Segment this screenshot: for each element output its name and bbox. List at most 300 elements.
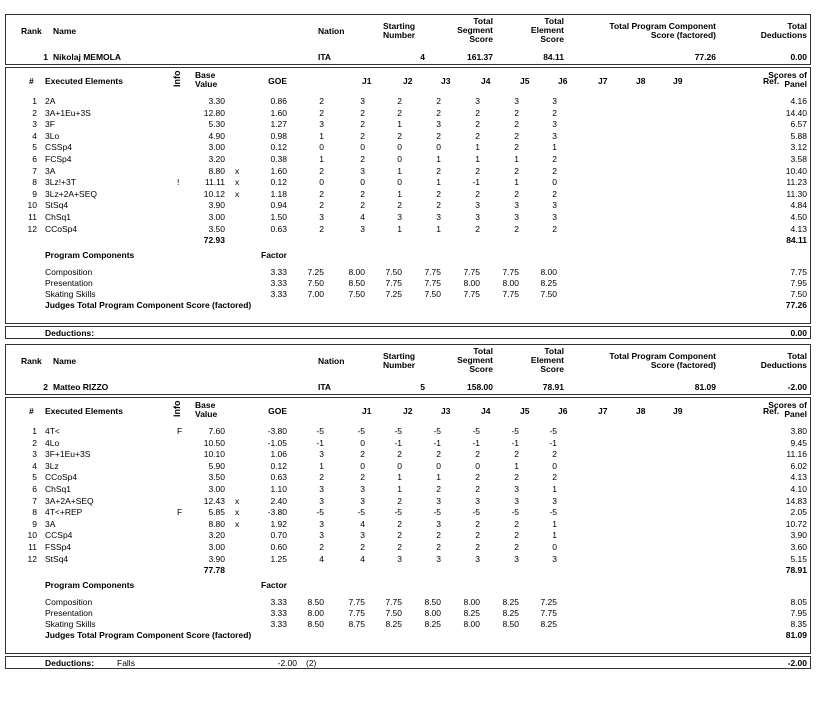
judge-score: 3 <box>360 224 365 234</box>
judge-score: 1 <box>319 131 324 141</box>
component-judge-score: 8.25 <box>463 608 480 618</box>
judge-score: 1 <box>552 484 557 494</box>
deductions-label: Deductions <box>760 30 807 40</box>
component-judge-score: 7.75 <box>348 597 365 607</box>
judge-score: 1 <box>436 224 441 234</box>
judge-score: 2 <box>514 119 519 129</box>
judge-score: 3 <box>475 200 480 210</box>
element-info: ! <box>177 177 180 187</box>
element-goe: 0.12 <box>270 142 287 152</box>
judge-header-6: J6 <box>558 76 568 86</box>
judge-score: 0 <box>397 461 402 471</box>
total-element-score: 84.11 <box>543 52 564 62</box>
judge-score: 1 <box>436 472 441 482</box>
judge-score: 2 <box>360 472 365 482</box>
element-panel-score: 11.30 <box>786 189 807 199</box>
judge-score: 3 <box>475 96 480 106</box>
judge-score: 2 <box>319 200 324 210</box>
element-panel-score: 4.10 <box>790 484 807 494</box>
judge-score: 2 <box>360 119 365 129</box>
name-label: Name <box>53 356 77 366</box>
goe-header: GOE <box>268 406 287 416</box>
base-value-header: Value <box>195 79 218 89</box>
judge-score: 0 <box>360 142 365 152</box>
judge-score: 3 <box>552 96 557 106</box>
element-name: 3A <box>45 519 56 529</box>
judge-score: 2 <box>552 166 557 176</box>
component-judge-score: 8.25 <box>540 278 557 288</box>
total-pcs: 81.09 <box>694 382 716 392</box>
element-base-value: 10.10 <box>203 449 225 459</box>
judge-score: 3 <box>475 212 480 222</box>
element-number: 2 <box>32 438 37 448</box>
component-panel-score: 7.75 <box>790 267 807 277</box>
judge-score: 3 <box>360 166 365 176</box>
executed-elements-header: Executed Elements <box>45 406 123 416</box>
judge-score: -5 <box>357 507 365 517</box>
element-goe: -3.80 <box>267 507 287 517</box>
component-judge-score: 8.50 <box>348 278 365 288</box>
element-number: 11 <box>28 542 37 552</box>
judge-score: 2 <box>475 166 480 176</box>
judge-score: 3 <box>360 484 365 494</box>
judge-score: -5 <box>357 426 365 436</box>
element-name: CCSp4 <box>45 530 73 540</box>
judge-score: 0 <box>360 461 365 471</box>
skater-nation: ITA <box>318 382 332 392</box>
element-number: 1 <box>32 426 37 436</box>
component-judge-score: 8.50 <box>307 619 324 629</box>
judge-score: 0 <box>397 154 402 164</box>
element-base-value: 3.00 <box>208 142 225 152</box>
judge-score: 3 <box>514 200 519 210</box>
deduction-total: -2.00 <box>787 658 807 668</box>
judge-score: 0 <box>360 438 365 448</box>
judge-score: 1 <box>552 530 557 540</box>
element-name: 3Lo <box>45 131 60 141</box>
program-components-header: Program Components <box>45 580 135 590</box>
judge-header-2: J2 <box>403 76 413 86</box>
element-panel-score: 4.84 <box>790 200 807 210</box>
element-panel-score: 3.12 <box>790 142 807 152</box>
element-goe: 0.94 <box>270 200 287 210</box>
element-number: 12 <box>27 554 37 564</box>
element-number: 7 <box>32 166 37 176</box>
elements-box <box>5 397 811 654</box>
element-goe: 0.70 <box>270 530 287 540</box>
judge-score: -1 <box>472 177 480 187</box>
judge-score: 2 <box>397 542 402 552</box>
element-base-value: 12.43 <box>203 496 225 506</box>
element-panel-score: 11.23 <box>786 177 807 187</box>
judge-score: 3 <box>319 449 324 459</box>
component-judge-score: 8.25 <box>424 619 441 629</box>
starting-number-label: Number <box>383 360 416 370</box>
judge-score: 2 <box>514 131 519 141</box>
judge-score: 1 <box>436 177 441 187</box>
judges-total-pcs-value: 77.26 <box>785 300 807 310</box>
pcs-label: Total Program Component <box>609 21 716 31</box>
component-judge-score: 7.50 <box>424 289 441 299</box>
judge-score: 2 <box>397 108 402 118</box>
judge-score: 2 <box>319 189 324 199</box>
judge-score: -1 <box>472 438 480 448</box>
component-judge-score: 7.75 <box>502 289 519 299</box>
element-number: 3 <box>32 449 37 459</box>
judge-score: 2 <box>397 496 402 506</box>
element-score-total: 84.11 <box>786 235 807 245</box>
element-score-label: Element <box>530 25 564 35</box>
num-header: # <box>29 406 34 416</box>
judge-score: 2 <box>436 96 441 106</box>
element-number: 9 <box>32 519 37 529</box>
total-element-score: 78.91 <box>542 382 564 392</box>
judge-score: 3 <box>319 484 324 494</box>
rank-label: Rank <box>21 26 42 36</box>
element-number: 1 <box>32 96 37 106</box>
element-name: StSq4 <box>45 200 69 210</box>
component-panel-score: 7.50 <box>790 289 807 299</box>
element-number: 6 <box>32 484 37 494</box>
judge-score: 3 <box>436 554 441 564</box>
judge-score: 2 <box>360 154 365 164</box>
judge-score: -5 <box>472 507 480 517</box>
judge-header-7: J7 <box>598 76 608 86</box>
element-panel-score: 6.02 <box>790 461 807 471</box>
component-judge-score: 8.00 <box>463 278 480 288</box>
judge-score: 1 <box>475 142 480 152</box>
judge-score: 2 <box>397 519 402 529</box>
judge-score: 3 <box>514 496 519 506</box>
judge-score: 3 <box>360 496 365 506</box>
judge-score: 3 <box>319 119 324 129</box>
element-name: 3A+1Eu+3S <box>45 108 91 118</box>
info-header: Info <box>172 400 182 417</box>
judge-score: 2 <box>514 224 519 234</box>
judge-score: 3 <box>436 519 441 529</box>
component-factor: 3.33 <box>270 597 287 607</box>
element-panel-score: 2.05 <box>790 507 807 517</box>
element-name: ChSq1 <box>45 484 71 494</box>
judge-score: 1 <box>552 519 557 529</box>
element-base-value: 3.30 <box>208 96 225 106</box>
judge-score: 3 <box>397 554 402 564</box>
component-judge-score: 7.50 <box>348 289 365 299</box>
element-goe: -3.80 <box>267 426 287 436</box>
element-goe: 0.12 <box>270 461 287 471</box>
deductions-box <box>5 326 811 339</box>
element-goe: 2.40 <box>270 496 287 506</box>
judge-score: 2 <box>397 530 402 540</box>
element-number: 9 <box>32 189 37 199</box>
starting-number-label: Starting <box>383 351 416 361</box>
judge-score: 1 <box>436 154 441 164</box>
skater-name: Nikolaj MEMOLA <box>53 52 122 62</box>
segment-score-label: Segment <box>457 25 493 35</box>
judge-score: 2 <box>552 189 557 199</box>
judge-score: 0 <box>397 142 402 152</box>
judge-score: 2 <box>360 189 365 199</box>
element-name: 3A <box>45 166 56 176</box>
judge-score: -5 <box>511 426 519 436</box>
total-segment-score: 158.00 <box>467 382 493 392</box>
judge-header-6: J6 <box>558 406 568 416</box>
element-base-value: 3.50 <box>208 472 225 482</box>
judge-header-5: J5 <box>520 406 530 416</box>
judge-score: 3 <box>436 212 441 222</box>
judge-score: 2 <box>552 472 557 482</box>
element-goe: 1.27 <box>270 119 287 129</box>
pcs-label: Total Program Component <box>609 351 716 361</box>
judge-score: -5 <box>549 426 557 436</box>
component-judge-score: 8.00 <box>463 597 480 607</box>
deductions-label: Total <box>787 21 807 31</box>
judge-score: 2 <box>397 200 402 210</box>
judge-score: 2 <box>514 542 519 552</box>
element-base-value: 5.90 <box>208 461 225 471</box>
component-judge-score: 8.25 <box>502 608 519 618</box>
judge-score: 2 <box>436 542 441 552</box>
component-judge-score: 7.50 <box>307 278 324 288</box>
element-base-value: 3.00 <box>208 212 225 222</box>
component-judge-score: 7.75 <box>463 267 480 277</box>
element-panel-score: 5.88 <box>790 131 807 141</box>
element-name: CCoSp4 <box>45 224 78 234</box>
judge-score: 3 <box>360 530 365 540</box>
element-number: 8 <box>32 507 37 517</box>
component-judge-score: 8.25 <box>540 619 557 629</box>
judge-score: 2 <box>397 449 402 459</box>
component-factor: 3.33 <box>270 289 287 299</box>
judge-score: 3 <box>552 119 557 129</box>
element-name: 4T<+REP <box>45 507 83 517</box>
judge-header-5: J5 <box>520 76 530 86</box>
component-judge-score: 8.00 <box>348 267 365 277</box>
component-judge-score: 8.25 <box>502 597 519 607</box>
component-judge-score: 7.75 <box>424 267 441 277</box>
element-number: 2 <box>32 108 37 118</box>
element-x-mark: x <box>235 507 240 517</box>
component-judge-score: 7.75 <box>463 289 480 299</box>
element-number: 4 <box>32 131 37 141</box>
element-base-value: 3.00 <box>208 542 225 552</box>
component-judge-score: 7.25 <box>385 289 402 299</box>
judge-score: 1 <box>397 224 402 234</box>
judge-score: 3 <box>552 212 557 222</box>
component-judge-score: 7.50 <box>385 608 402 618</box>
element-goe: 0.38 <box>270 154 287 164</box>
element-goe: 1.10 <box>270 484 287 494</box>
judge-score: 3 <box>319 530 324 540</box>
starting-number: 4 <box>420 52 425 62</box>
scores-of-panel-header: Scores of <box>768 400 807 410</box>
judge-score: 3 <box>552 200 557 210</box>
judge-score: 2 <box>319 108 324 118</box>
skater-rank: 2 <box>43 382 48 392</box>
factor-header: Factor <box>261 580 287 590</box>
element-x-mark: x <box>235 189 240 199</box>
deduction-total: 0.00 <box>790 328 807 338</box>
element-base-value: 3.20 <box>208 530 225 540</box>
base-value-total: 72.93 <box>203 235 225 245</box>
component-judge-score: 7.75 <box>348 608 365 618</box>
element-base-value: 3.20 <box>208 154 225 164</box>
judge-score: 0 <box>319 177 324 187</box>
element-panel-score: 4.13 <box>790 224 807 234</box>
element-panel-score: 3.60 <box>790 542 807 552</box>
component-name: Presentation <box>45 608 93 618</box>
element-goe: 1.92 <box>270 519 287 529</box>
segment-score-label: Score <box>469 364 493 374</box>
judge-score: 0 <box>436 461 441 471</box>
deductions-label: Deductions <box>760 360 807 370</box>
element-base-value: 4.90 <box>208 131 225 141</box>
total-deductions: -2.00 <box>787 382 807 392</box>
judge-score: -5 <box>549 507 557 517</box>
element-name: StSq4 <box>45 554 69 564</box>
element-number: 4 <box>32 461 37 471</box>
scores-of-panel-header: Scores of <box>768 70 807 80</box>
component-judge-score: 7.75 <box>502 267 519 277</box>
element-score-label: Total <box>544 346 564 356</box>
judge-score: 2 <box>436 484 441 494</box>
judge-score: 2 <box>436 449 441 459</box>
base-value-header: Base <box>195 400 216 410</box>
element-panel-score: 6.57 <box>790 119 807 129</box>
judge-score: 3 <box>514 554 519 564</box>
element-goe: 1.50 <box>270 212 287 222</box>
num-header: # <box>29 76 34 86</box>
component-name: Presentation <box>45 278 93 288</box>
element-name: 4T< <box>45 426 60 436</box>
judges-total-pcs-value: 81.09 <box>785 630 807 640</box>
total-pcs: 77.26 <box>694 52 716 62</box>
judge-score: -5 <box>316 426 324 436</box>
element-panel-score: 3.58 <box>790 154 807 164</box>
component-judge-score: 7.75 <box>540 608 557 618</box>
component-judge-score: 7.75 <box>424 278 441 288</box>
judge-score: 4 <box>319 554 324 564</box>
judge-score: 1 <box>319 154 324 164</box>
judge-header-7: J7 <box>598 406 608 416</box>
info-header: Info <box>172 70 182 87</box>
judge-score: 2 <box>436 131 441 141</box>
component-factor: 3.33 <box>270 267 287 277</box>
judge-header-4: J4 <box>481 76 491 86</box>
element-name: FCSp4 <box>45 154 72 164</box>
element-name: CCoSp4 <box>45 472 78 482</box>
element-goe: 0.63 <box>270 472 287 482</box>
judge-score: 2 <box>475 530 480 540</box>
deductions-label: Deductions: <box>45 328 95 338</box>
element-panel-score: 4.13 <box>790 472 807 482</box>
judge-score: 1 <box>514 177 519 187</box>
scores-of-panel-header: Panel <box>784 79 807 89</box>
judge-score: 2 <box>436 189 441 199</box>
segment-score-label: Total <box>473 346 493 356</box>
executed-elements-header: Executed Elements <box>45 76 123 86</box>
element-goe: 0.60 <box>270 542 287 552</box>
judge-header-8: J8 <box>636 406 646 416</box>
element-name: 4Lo <box>45 438 60 448</box>
judge-score: 1 <box>397 166 402 176</box>
judge-score: 1 <box>397 472 402 482</box>
segment-score-label: Segment <box>457 355 493 365</box>
judge-score: -1 <box>433 438 441 448</box>
judge-score: 3 <box>319 212 324 222</box>
judge-score: 1 <box>552 142 557 152</box>
judge-score: 2 <box>475 484 480 494</box>
judge-score: 2 <box>552 108 557 118</box>
element-base-value: 11.11 <box>204 177 225 187</box>
element-goe: 1.60 <box>270 108 287 118</box>
element-goe: 0.63 <box>270 224 287 234</box>
component-judge-score: 8.00 <box>540 267 557 277</box>
element-panel-score: 9.45 <box>790 438 807 448</box>
name-label: Name <box>53 26 77 36</box>
judge-score: 0 <box>360 177 365 187</box>
judge-score: 4 <box>360 554 365 564</box>
component-judge-score: 7.25 <box>307 267 324 277</box>
judge-score: 4 <box>360 212 365 222</box>
nation-label: Nation <box>318 26 345 36</box>
judge-score: 2 <box>436 530 441 540</box>
segment-score-label: Score <box>469 34 493 44</box>
judge-header-8: J8 <box>636 76 646 86</box>
judge-score: 0 <box>552 177 557 187</box>
goe-header: GOE <box>268 76 287 86</box>
element-info: F <box>177 426 183 436</box>
judge-score: 2 <box>475 131 480 141</box>
component-judge-score: 7.25 <box>540 597 557 607</box>
judge-header-3: J3 <box>441 406 451 416</box>
element-base-value: 3.50 <box>208 224 225 234</box>
judge-score: -5 <box>433 507 441 517</box>
element-name: ChSq1 <box>45 212 71 222</box>
judge-score: 0 <box>319 142 324 152</box>
judges-total-pcs-label: Judges Total Program Component Score (factored) <box>45 630 252 640</box>
element-score-label: Score <box>540 34 564 44</box>
element-goe: 0.12 <box>270 177 287 187</box>
element-base-value: 5.85 <box>208 507 225 517</box>
element-x-mark: x <box>235 496 240 506</box>
element-number: 3 <box>32 119 37 129</box>
judge-score: 3 <box>319 519 324 529</box>
judge-score: 2 <box>475 542 480 552</box>
judge-score: -5 <box>433 426 441 436</box>
component-judge-score: 8.25 <box>385 619 402 629</box>
total-deductions: 0.00 <box>790 52 807 62</box>
skater-nation: ITA <box>318 52 332 62</box>
element-x-mark: x <box>235 519 240 529</box>
judge-score: 2 <box>475 119 480 129</box>
judge-score: 2 <box>552 154 557 164</box>
judge-score: 3 <box>397 212 402 222</box>
element-number: 7 <box>32 496 37 506</box>
judge-score: 2 <box>514 189 519 199</box>
deduction-type: Falls <box>117 658 135 668</box>
deduction-count: (2) <box>306 658 317 668</box>
judge-score: 2 <box>514 530 519 540</box>
component-panel-score: 7.95 <box>790 278 807 288</box>
judge-score: -1 <box>394 438 402 448</box>
component-judge-score: 8.00 <box>463 619 480 629</box>
judge-header-2: J2 <box>403 406 413 416</box>
judge-score: 1 <box>397 119 402 129</box>
element-number: 11 <box>28 212 37 222</box>
element-name: 3A+2A+SEQ <box>45 496 94 506</box>
element-name: FSSp4 <box>45 542 71 552</box>
